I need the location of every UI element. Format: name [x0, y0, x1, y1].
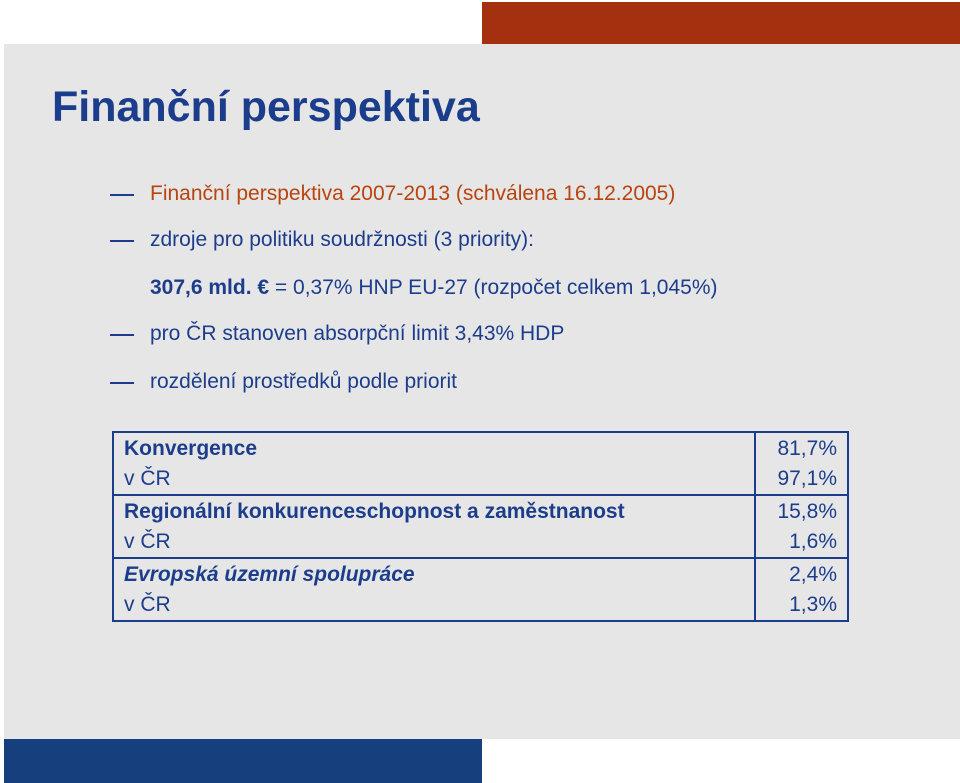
bullet-dash-icon	[110, 382, 134, 384]
bullet-absorption-limit: pro ČR stanoven absorpční limit 3,43% HDP	[150, 322, 565, 345]
allocation-table	[112, 431, 849, 622]
table-row	[113, 464, 848, 496]
bullet-dash-icon	[110, 194, 134, 196]
table-row	[113, 527, 848, 559]
table-row	[113, 558, 848, 590]
bottom-accent-bar	[4, 739, 482, 783]
slide-title: Finanční perspektiva	[52, 83, 480, 131]
total-amount-detail: = 0,37% HNP EU-27 (rozpočet celkem 1,045%)	[269, 276, 718, 299]
priority-label: Konvergence	[124, 436, 258, 460]
table-row	[113, 590, 848, 622]
cz-value: 1,3%	[755, 590, 848, 622]
bullet-allocation: rozdělení prostředků podle priorit	[150, 370, 458, 393]
priority-label: Evropská územní spolupráce	[124, 562, 415, 586]
cz-label: v ČR	[113, 464, 755, 496]
table-row	[113, 432, 848, 464]
bullet-cohesion-sources: zdroje pro politiku soudržnosti (3 priority):	[150, 228, 534, 251]
bullet-dash-icon	[110, 334, 134, 336]
slide-background	[4, 44, 960, 739]
priority-value: 15,8%	[755, 495, 848, 527]
bullet-total-amount	[150, 275, 717, 301]
table-row	[113, 495, 848, 527]
cz-label: v ČR	[113, 527, 755, 559]
cz-value: 97,1%	[755, 464, 848, 496]
cz-value: 1,6%	[755, 527, 848, 559]
total-amount-value: 307,6 mld. €	[150, 276, 270, 299]
bullet-dash-icon	[110, 240, 134, 242]
cz-label: v ČR	[124, 593, 171, 617]
priority-value: 81,7%	[755, 432, 848, 464]
priority-label: Regionální konkurenceschopnost a zaměstnanost	[124, 499, 625, 523]
bullet-financial-perspective: Finanční perspektiva 2007-2013 (schválena 16.12.2005)	[150, 182, 676, 205]
top-accent-bar	[482, 2, 960, 44]
priority-value: 2,4%	[755, 558, 848, 590]
